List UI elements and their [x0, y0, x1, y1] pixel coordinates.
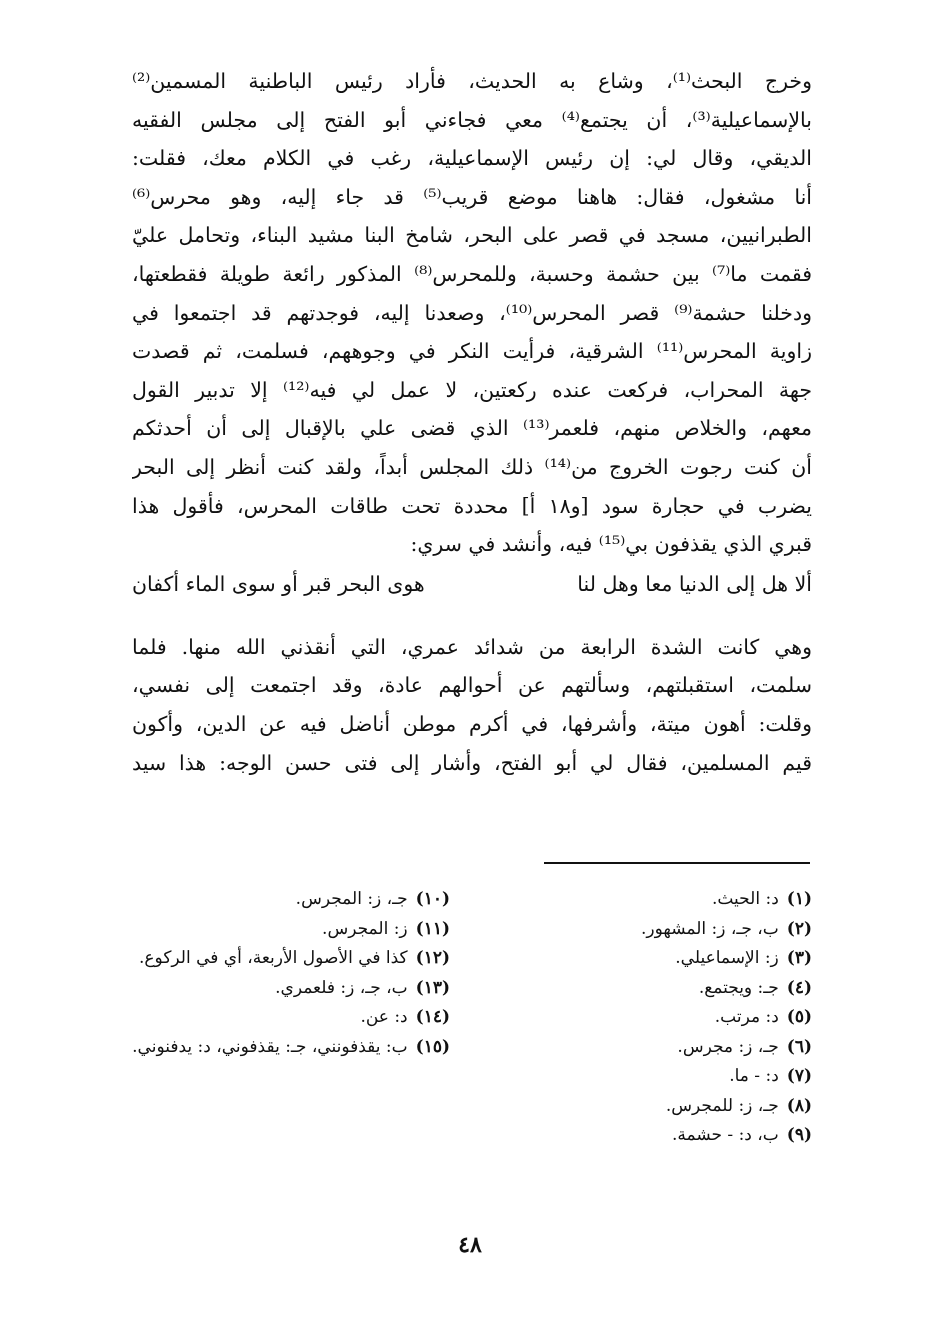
footnote	[512, 1033, 812, 1063]
text-line: أنا مشغول، فقال: هاهنا موضع قريب⁽⁵⁾ قد جاء إليه، وهو محرس⁽⁶⁾	[132, 184, 812, 209]
footnote-number: (٧)	[786, 1066, 812, 1086]
footnote	[120, 915, 450, 945]
footnote-number: (٥)	[786, 1007, 812, 1027]
paragraph-gap	[132, 604, 812, 628]
footnote-number: (١٣)	[415, 977, 450, 998]
footnote-number: (١)	[786, 889, 812, 909]
footnote	[120, 1033, 450, 1063]
footnote-text: د: - ما.	[729, 1066, 779, 1086]
footnote-number: (٩)	[786, 1125, 812, 1145]
footnote-number: (٦)	[786, 1036, 812, 1057]
footnote	[120, 885, 450, 915]
text-line: سلمت، استقبلتهم، وسألتهم عن أحوالهم عادة، وقد اجتمعت إلى نفسي،	[132, 673, 812, 698]
footnote-text: جـ: ويجتمع.	[698, 977, 779, 998]
text-line: وقلت: أهون ميتة، وأشرفها، في أكرم موطن أناضل فيه عن الدين، وأكون	[132, 711, 812, 736]
footnote-text: كذا في الأصول الأربعة، أي في الركوع.	[139, 948, 408, 968]
text-line: قبري الذي يقذفون بي⁽¹⁵⁾ فيه، وأنشد في سري:	[410, 532, 812, 557]
text-line: الديقي، وقال لي: إن رئيس الإسماعيلية، رغب في الكلام معك، فقلت:	[132, 146, 812, 171]
footnotes-right-column	[512, 885, 812, 1151]
footnote	[512, 1092, 812, 1122]
text-line: يضرب في حجارة سود [و١٨ أ] محددة تحت طاقات المحرس، فأقول هذا	[132, 493, 812, 518]
footnotes-left-column	[120, 885, 450, 1062]
footnote-text: ب: يقذفونني، جـ: يقذفوني، د: يدفنوني.	[132, 1036, 408, 1057]
footnote	[120, 974, 450, 1004]
text-line: معهم، والخلاص منهم، فلعمر⁽¹³⁾ الذي قضى علي بالإقبال إلى أن أحدثكم	[132, 416, 812, 441]
footnote	[512, 1003, 812, 1033]
footnote-text: ب، د: - حشمة.	[672, 1125, 779, 1145]
text-line: جهة المحراب، فركعت عنده ركعتين، لا عمل لي فيه⁽¹²⁾ إلا تدبير القول	[132, 377, 812, 402]
footnote	[512, 1062, 812, 1092]
footnote-text: جـ، ز: للمجرس.	[665, 1095, 779, 1116]
footnote-text: د: الحيث.	[711, 889, 779, 909]
footnote	[512, 1121, 812, 1151]
footnote-number: (١٢)	[415, 948, 450, 968]
footnote-text: د: عن.	[360, 1007, 408, 1027]
footnote	[120, 1003, 450, 1033]
footnote-text: ب، جـ، ز: المشهور.	[641, 918, 779, 939]
text-line: وهي كانت الشدة الرابعة من شدائد عمري، التي أنقذني الله منها. فلما	[132, 634, 812, 659]
footnote-number: (١٤)	[415, 1007, 450, 1027]
footnote	[512, 885, 812, 915]
main-text	[132, 62, 812, 782]
footnote-separator	[544, 862, 810, 864]
text-line: فقمت ما⁽⁷⁾ بين حشمة وحسبة، وللمحرس⁽⁸⁾ المذكور رائعة طويلة فقطعتها،	[132, 261, 812, 286]
footnote-number: (٣)	[786, 948, 812, 968]
text-line: بالإسماعيلية⁽³⁾، أن يجتمع⁽⁴⁾ معي فجاءني أبو الفتح إلى مجلس الفقيه	[132, 107, 812, 132]
footnote-text: د: مرتب.	[714, 1007, 779, 1027]
footnote-number: (٨)	[786, 1095, 812, 1116]
footnote-number: (١١)	[415, 918, 450, 939]
footnote-number: (١٠)	[415, 889, 450, 909]
footnote-number: (١٥)	[415, 1036, 450, 1057]
poem-hemistich-second: هوى البحر قبر أو سوى الماء أكفان	[132, 571, 425, 596]
footnote	[512, 915, 812, 945]
footnote-number: (٤)	[786, 977, 812, 998]
text-line: قيم المسلمين، فقال لي أبو الفتح، وأشار إلى فتى حسن الوجه: هذا سيد	[132, 750, 812, 775]
footnote-text: ب، جـ، ز: فلعمري.	[275, 977, 408, 998]
footnote-text: ز: الإسماعيلي.	[675, 948, 779, 968]
footnote	[512, 974, 812, 1004]
footnote-number: (٢)	[786, 918, 812, 939]
text-line: وخرج البحث⁽¹⁾، وشاع به الحديث، فأراد رئيس الباطنية المسمين⁽²⁾	[132, 69, 812, 93]
footnote-text: ز: المجرس.	[322, 918, 408, 939]
footnote	[120, 944, 450, 974]
poem-hemistich-first: ألا هل إلى الدنيا معا وهل لنا	[577, 571, 812, 596]
page-number: ٤٨	[458, 1232, 482, 1258]
footnote-text: جـ، ز: مجرس.	[677, 1036, 779, 1057]
poem-verse	[132, 564, 812, 604]
text-line: ودخلنا حشمة⁽⁹⁾ قصر المحرس⁽¹⁰⁾، وصعدنا إليه، فوجدتهم قد اجتمعوا في	[132, 300, 812, 325]
text-line: أن كنت رجوت الخروج من⁽¹⁴⁾ ذلك المجلس أبداً، ولقد كنت أنظر إلى البحر	[132, 454, 812, 479]
text-line: الطبرانيين، مسجد في قصر على البحر، شامخ البنا مشيد البناء، وتحامل عليّ	[132, 223, 812, 248]
text-line: زاوية المحرس⁽¹¹⁾ الشرقية، فرأيت النكر في وجوههم، فسلمت، ثم قصدت	[132, 339, 812, 364]
footnote	[512, 944, 812, 974]
footnote-text: جـ، ز: المجرس.	[295, 889, 408, 909]
